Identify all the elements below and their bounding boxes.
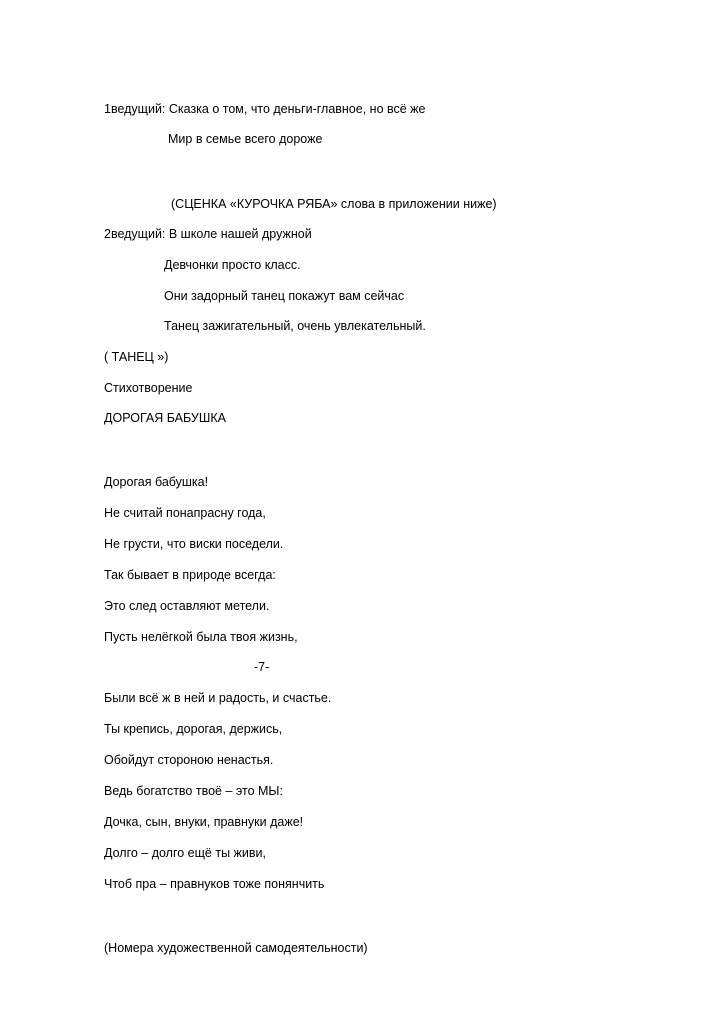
poem-line: Так бывает в природе всегда: xyxy=(104,568,276,582)
poem-line: Ты крепись, дорогая, держись, xyxy=(104,722,283,736)
page-number: -7- xyxy=(254,660,270,674)
poem-line: Долго – долго ещё ты живи, xyxy=(104,846,266,860)
host2-line: 2ведущий: В школе нашей дружной xyxy=(104,227,312,241)
stage-direction-performances: (Номера художественной самодеятельности) xyxy=(104,941,368,955)
poem-line: Были всё ж в ней и радость, и счастье. xyxy=(104,691,332,705)
poem-line: Дочка, сын, внуки, правнуки даже! xyxy=(104,815,304,829)
poem-line: Ведь богатство твоё – это МЫ: xyxy=(104,784,283,798)
poem-line: Чтоб пра – правнуков тоже понянчить xyxy=(104,877,325,891)
host2-line-2: Девчонки просто класс. xyxy=(164,258,301,272)
host2-line-4: Танец зажигательный, очень увлекательный. xyxy=(164,319,426,333)
poem-line: Не грусти, что виски поседели. xyxy=(104,537,284,551)
host2-line-3: Они задорный танец покажут вам сейчас xyxy=(164,289,405,303)
stage-direction-scene: (СЦЕНКА «КУРОЧКА РЯБА» слова в приложении ниже) xyxy=(171,197,497,211)
poem-line: Не считай понапрасну года, xyxy=(104,506,266,520)
section-label-poem: Стихотворение xyxy=(104,381,193,395)
poem-line: Обойдут стороною ненастья. xyxy=(104,753,274,767)
poem-line: Это след оставляют метели. xyxy=(104,599,270,613)
poem-title: ДОРОГАЯ БАБУШКА xyxy=(104,411,226,425)
poem-line: Дорогая бабушка! xyxy=(104,475,209,489)
host1-line-2: Мир в семье всего дороже xyxy=(168,132,323,146)
stage-direction-dance: ( ТАНЕЦ ») xyxy=(104,350,169,364)
poem-line: Пусть нелёгкой была твоя жизнь, xyxy=(104,630,298,644)
host1-line: 1ведущий: Сказка о том, что деньги-главное, но всё же xyxy=(104,102,426,116)
